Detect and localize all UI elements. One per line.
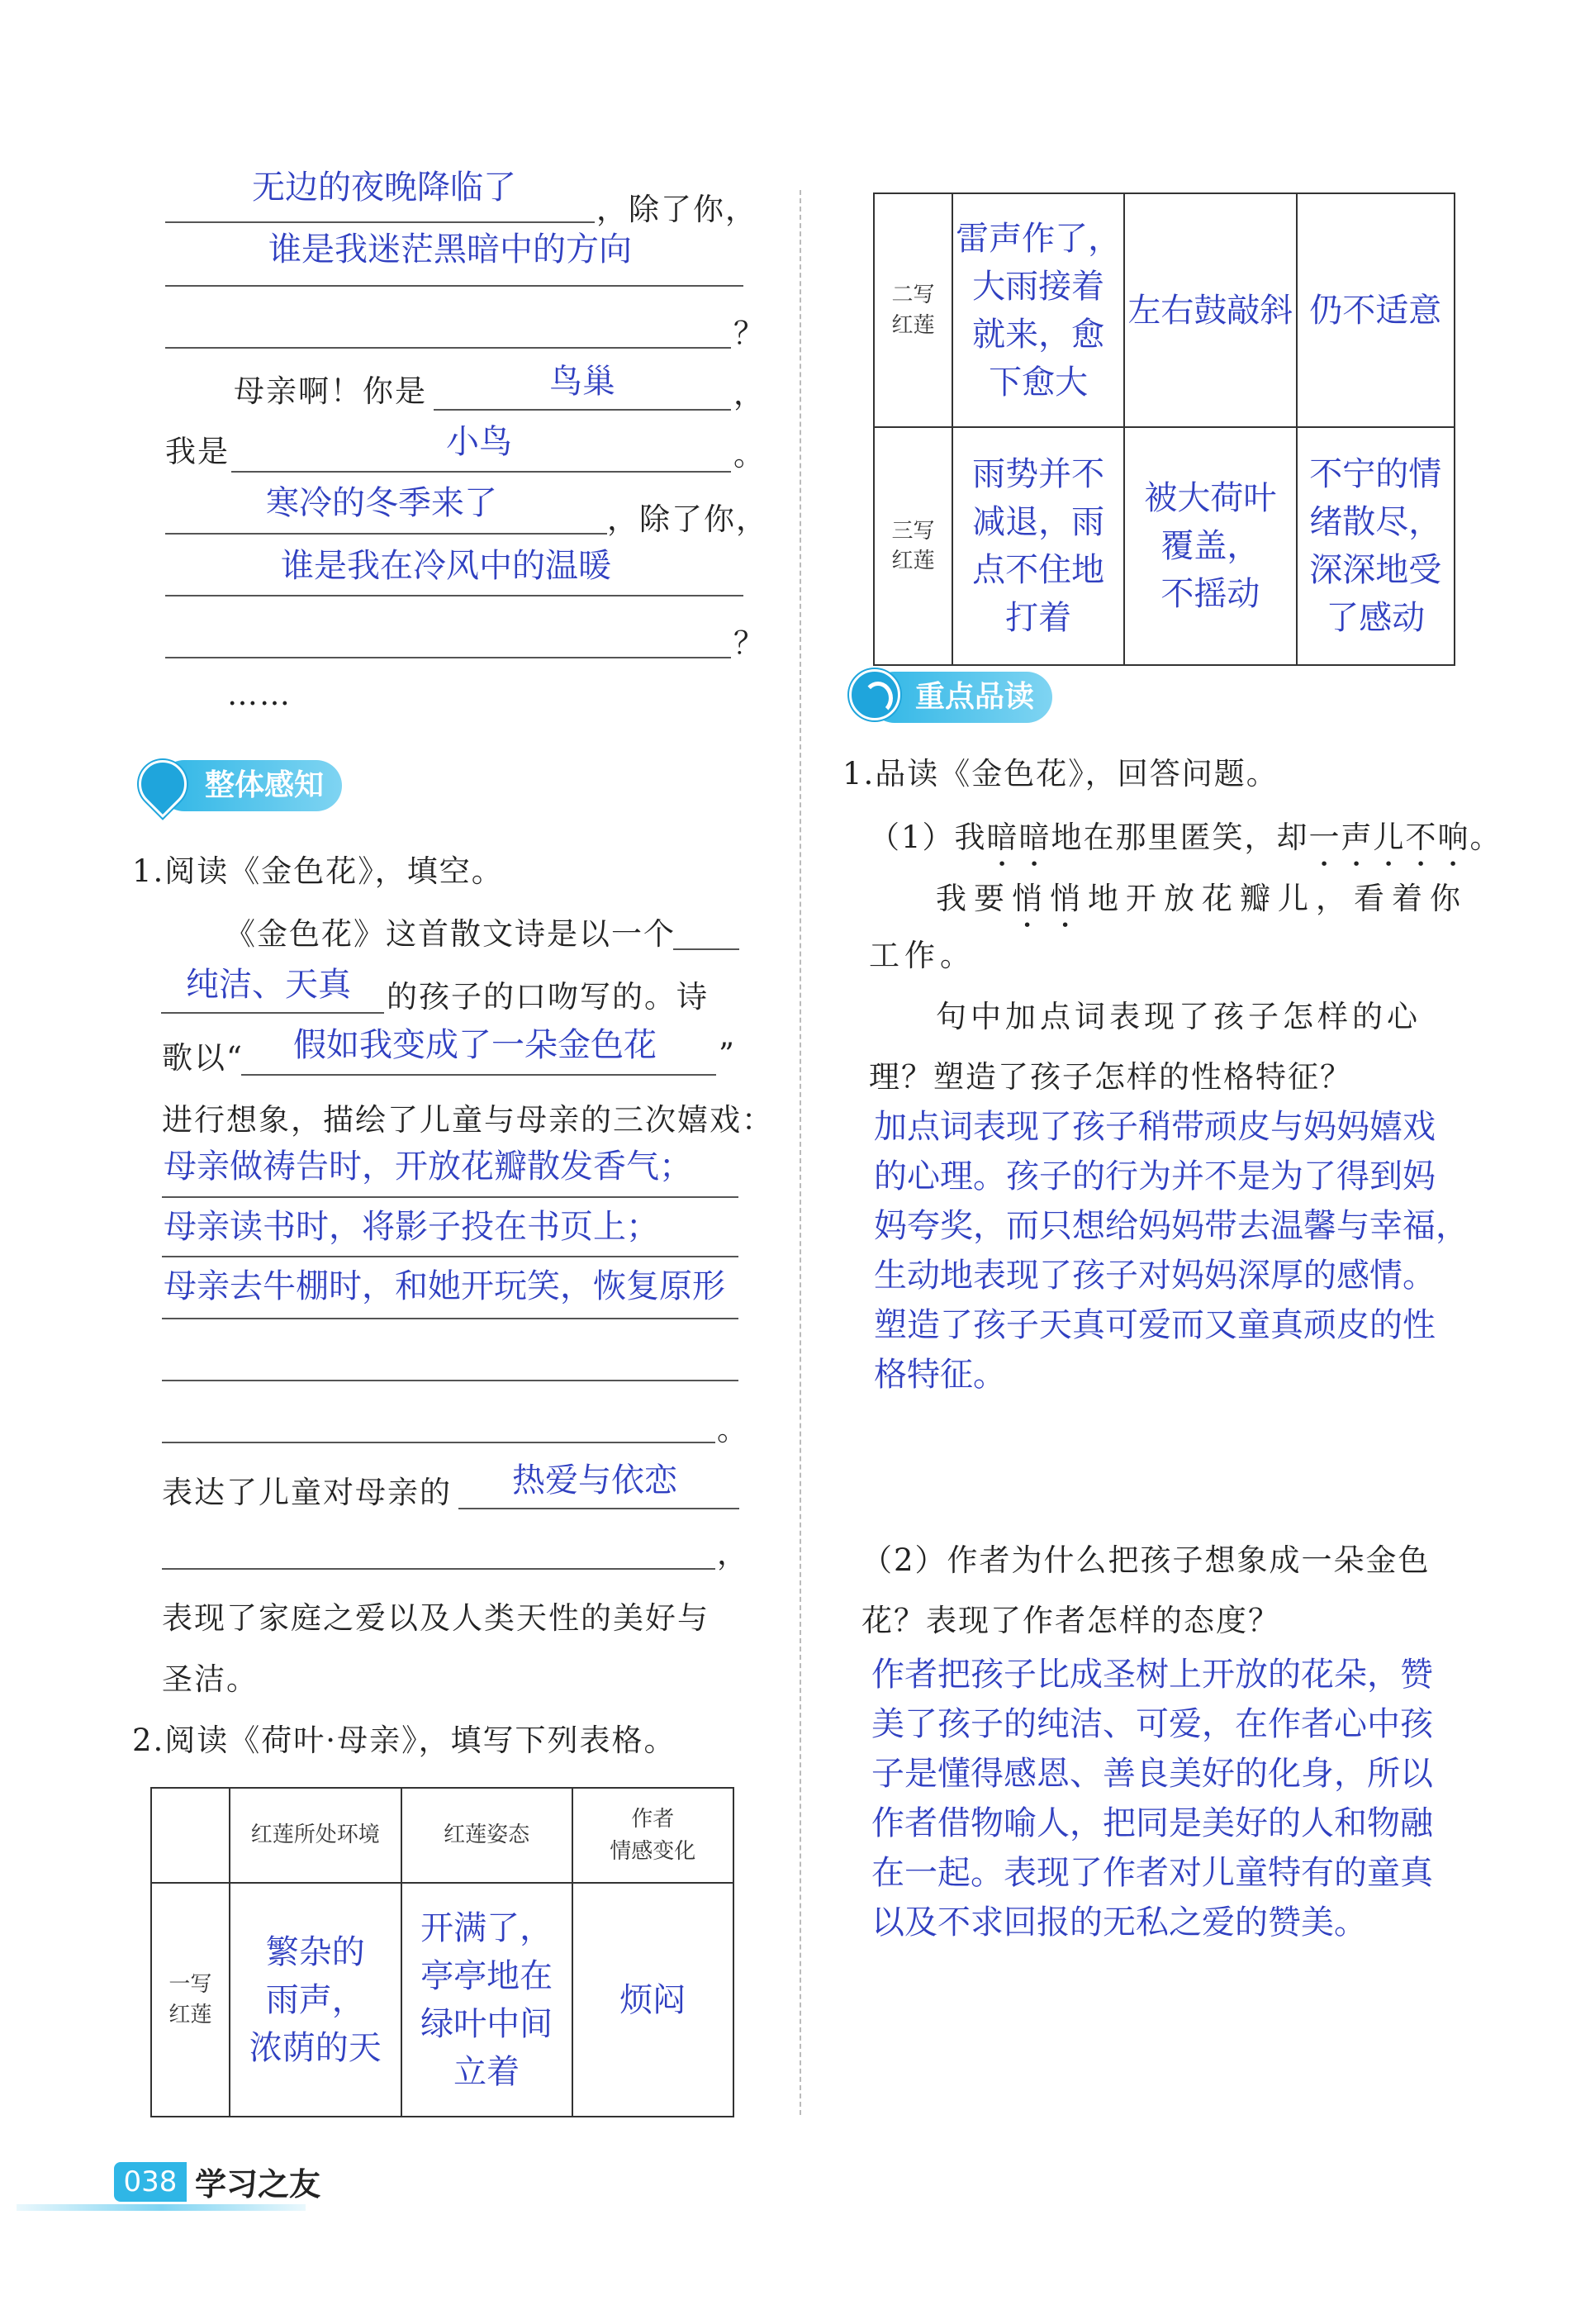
- poem-text: ，除了你，: [607, 501, 768, 537]
- poem-text: ？: [733, 316, 766, 351]
- table-cell: 被大荷叶 覆盖， 不摇动: [1124, 427, 1296, 665]
- poem-answer-5: 寒冷的冬季来了: [266, 484, 497, 522]
- question-text: ，: [717, 1536, 749, 1571]
- reading-question-label: 1.品读《金色花》，回答问题。: [842, 756, 1279, 791]
- reading-answer-2-line: 作者把孩子比成圣树上开放的花朵，赞: [871, 1656, 1433, 1694]
- answer-line: [165, 657, 731, 658]
- table-cell: 开满了， 亭亭地在 绿叶中间 立着: [401, 1883, 572, 2117]
- lotus-table-part1: [150, 1787, 734, 2117]
- table-cell: 繁杂的 雨声， 浓荫的天: [230, 1883, 401, 2117]
- answer-line: [161, 1012, 384, 1014]
- answer-line: [165, 533, 607, 535]
- answer-line: [165, 221, 595, 223]
- reading-quote-line-3: 工作。: [869, 938, 975, 973]
- question-text: 圣洁。: [162, 1661, 259, 1697]
- reading-answer-1-line: 格特征。: [874, 1356, 1006, 1394]
- table-cell: 烦闷: [572, 1883, 733, 2117]
- q1-answer-4: 母亲读书时，将影子投在书页上；: [164, 1208, 659, 1246]
- question-text: 。: [717, 1412, 749, 1447]
- table-row-label: 二写 红莲: [874, 193, 952, 427]
- table-header-cell: 作者 情感变化: [572, 1788, 733, 1883]
- emphasized-word: 悄悄: [1012, 881, 1088, 916]
- answer-line: [162, 1256, 738, 1257]
- quote-text: 我要: [936, 881, 1012, 916]
- poem-text: 我是: [165, 434, 230, 469]
- poem-answer-6: 谁是我在冷风中的温暖: [281, 547, 611, 585]
- q1-answer-5: 母亲去牛棚时，和她开玩笑，恢复原形: [164, 1267, 725, 1305]
- reading-question-2: （2）作者为什么把孩子想象成一朵金色: [861, 1542, 1431, 1578]
- reading-question: 理？塑造了孩子怎样的性格特征？: [869, 1059, 1352, 1095]
- quote-text: 。: [1469, 820, 1502, 855]
- quote-text: 地在那里匿笑，却: [1051, 820, 1309, 855]
- answer-line: [162, 1196, 738, 1198]
- table-cell: 仍不适意: [1297, 193, 1455, 427]
- answer-line: [458, 1508, 739, 1509]
- answer-line: [165, 347, 731, 349]
- question-text: 进行想象，描绘了儿童与母亲的三次嬉戏：: [162, 1102, 774, 1138]
- poem-text: 。: [733, 437, 766, 473]
- poem-answer-1: 无边的夜晚降临了: [252, 169, 516, 207]
- swirl-icon: [849, 669, 900, 720]
- table-header-cell: 红莲姿态: [401, 1788, 572, 1883]
- question-text: 表达了儿童对母亲的: [162, 1475, 452, 1510]
- answer-line: [165, 285, 743, 287]
- emphasized-word: 暗暗: [986, 820, 1051, 855]
- table-cell: 左右鼓敲斜: [1124, 193, 1296, 427]
- column-divider: [800, 190, 801, 2115]
- question-1-label: 1.阅读《金色花》，填空。: [132, 853, 504, 889]
- table-cell: 雷声作了， 大雨接着 就来，愈 下愈大: [952, 193, 1124, 427]
- poem-text: ？: [733, 625, 766, 661]
- answer-line: [673, 948, 739, 950]
- reading-answer-1-line: 妈夸奖，而只想给妈妈带去温馨与幸福，: [874, 1207, 1469, 1245]
- reading-answer-2-line: 以及不求回报的无私之爱的赞美。: [871, 1903, 1367, 1941]
- reading-question: 句中加点词表现了孩子怎样的心: [936, 999, 1422, 1034]
- quote-text: （1）我: [869, 820, 987, 855]
- question-text: ”: [719, 1037, 736, 1072]
- table-cell: 雨势并不 减退，雨 点不住地 打着: [952, 427, 1124, 665]
- table-header-cell: 红莲所处环境: [230, 1788, 401, 1883]
- answer-line: [162, 1442, 715, 1443]
- lotus-table-part2: [873, 192, 1455, 666]
- reading-question-2: 花？表现了作者怎样的态度？: [861, 1603, 1280, 1638]
- reading-answer-1-line: 生动地表现了孩子对妈妈深厚的感情。: [874, 1257, 1436, 1295]
- reading-answer-2-line: 美了孩子的纯洁、可爱，在作者心中孩: [871, 1705, 1433, 1743]
- poem-ellipsis: ……: [227, 677, 292, 712]
- question-text: 表现了家庭之爱以及人类天性的美好与: [162, 1600, 710, 1636]
- answer-line: [162, 1380, 738, 1381]
- reading-answer-2-line: 子是懂得感恩、善良美好的化身，所以: [871, 1755, 1433, 1793]
- reading-answer-1-line: 的心理。孩子的行为并不是为了得到妈: [874, 1157, 1436, 1195]
- reading-answer-2-line: 在一起。表现了作者对儿童特有的童真: [871, 1854, 1433, 1892]
- q1-answer-1: 纯洁、天真: [186, 966, 351, 1004]
- reading-quote-line-2: [936, 881, 1468, 934]
- poem-answer-2: 谁是我迷茫黑暗中的方向: [268, 230, 632, 269]
- question-text: 歌以“: [162, 1040, 244, 1076]
- emphasized-word: 一声儿不响: [1308, 820, 1470, 855]
- poem-answer-3: 鸟巢: [549, 363, 615, 401]
- quote-text: 地开放花瓣儿，看着你: [1088, 881, 1468, 916]
- question-2-label: 2.阅读《荷叶·母亲》，填写下列表格。: [132, 1723, 676, 1758]
- poem-text: ，除了你，: [596, 192, 757, 227]
- q1-answer-3: 母亲做祷告时，开放花瓣散发香气；: [164, 1148, 692, 1186]
- reading-answer-1-line: 加点词表现了孩子稍带顽皮与妈妈嬉戏: [874, 1108, 1436, 1146]
- answer-line: [165, 595, 743, 596]
- reading-answer-1-line: 塑造了孩子天真可爱而又童真顽皮的性: [874, 1306, 1436, 1344]
- answer-line: [434, 409, 731, 411]
- q1-answer-2: 假如我变成了一朵金色花: [293, 1026, 657, 1064]
- reading-answer-2-line: 作者借物喻人，把同是美好的人和物融: [871, 1804, 1433, 1842]
- section-title-overall: 整体感知: [159, 760, 342, 811]
- table-row-label: 三写 红莲: [874, 427, 952, 665]
- answer-line: [162, 1568, 715, 1570]
- page-number: 038: [114, 2162, 187, 2202]
- poem-text: 母亲啊！你是: [234, 373, 427, 409]
- answer-line: [162, 1318, 738, 1319]
- poem-answer-4: 小鸟: [446, 423, 512, 461]
- answer-line: [241, 1074, 716, 1076]
- section-title-key-reading: 重点品读: [869, 672, 1052, 723]
- footer-decoration: [17, 2204, 306, 2211]
- question-text: 的孩子的口吻写的。诗: [387, 979, 709, 1015]
- answer-line: [231, 471, 731, 473]
- reading-quote-line-1: [869, 820, 1502, 873]
- table-cell: 不宁的情 绪散尽， 深深地受 了感动: [1297, 427, 1455, 665]
- poem-text: ，: [733, 376, 766, 411]
- question-text: 《金色花》这首散文诗是以一个: [225, 916, 676, 952]
- table-header-cell: [151, 1788, 230, 1883]
- q1-answer-6: 热爱与依恋: [512, 1461, 677, 1499]
- brand-logo: 学习之友: [195, 2165, 321, 2203]
- table-row-label: 一写 红莲: [151, 1883, 230, 2117]
